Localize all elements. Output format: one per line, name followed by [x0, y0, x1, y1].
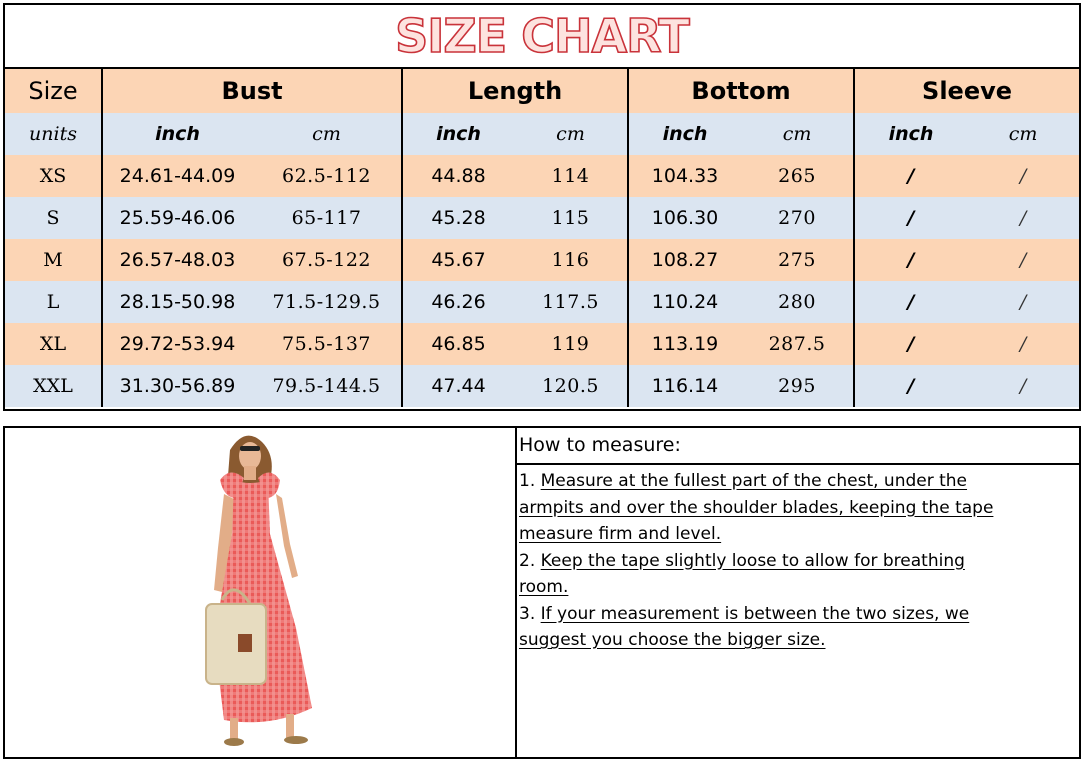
length-unit-inch: inch — [402, 113, 514, 155]
header-length: Length — [402, 69, 628, 113]
sleeve-unit-inch: inch — [854, 113, 967, 155]
length-cm-cell: 120.5 — [514, 365, 628, 407]
sleeve-cm-cell: / — [967, 323, 1079, 365]
length-inch-cell: 47.44 — [402, 365, 514, 407]
tip-text: measure firm and level. — [519, 524, 722, 544]
bottom-cm-cell: 287.5 — [741, 323, 854, 365]
length-inch-cell: 45.67 — [402, 239, 514, 281]
sleeve-cm-cell: / — [967, 365, 1079, 407]
bust-unit-cm: cm — [252, 113, 402, 155]
bottom-cm-cell: 280 — [741, 281, 854, 323]
bust-unit-inch: inch — [102, 113, 252, 155]
tip-text: Measure at the fullest part of the chest, under the — [540, 471, 968, 491]
bust-inch-cell: 29.72-53.94 — [102, 323, 252, 365]
table-header-row — [5, 69, 1079, 113]
how-to-measure-panel — [517, 428, 1079, 757]
bust-cm-cell: 62.5-112 — [252, 155, 402, 197]
length-cm-cell: 117.5 — [514, 281, 628, 323]
measure-tip — [519, 468, 1077, 548]
table-row — [5, 281, 1079, 323]
size-cell: L — [5, 281, 102, 323]
bottom-cm-cell: 265 — [741, 155, 854, 197]
length-inch-cell: 44.88 — [402, 155, 514, 197]
bottom-cm-cell: 270 — [741, 197, 854, 239]
size-cell: XL — [5, 323, 102, 365]
bust-cm-cell: 75.5-137 — [252, 323, 402, 365]
bust-cm-cell: 79.5-144.5 — [252, 365, 402, 407]
table-row — [5, 197, 1079, 239]
units-label: units — [5, 113, 102, 155]
length-cm-cell: 116 — [514, 239, 628, 281]
size-cell: XXL — [5, 365, 102, 407]
tip-text: Keep the tape slightly loose to allow for breathing — [540, 550, 965, 571]
length-inch-cell: 46.26 — [402, 281, 514, 323]
bust-inch-cell: 31.30-56.89 — [102, 365, 252, 407]
product-photo — [5, 428, 517, 757]
units-row — [5, 113, 1079, 155]
size-table — [5, 69, 1079, 407]
measure-tip — [519, 601, 1077, 654]
header-bust: Bust — [102, 69, 402, 113]
length-inch-cell: 45.28 — [402, 197, 514, 239]
sleeve-inch-cell: / — [854, 281, 967, 323]
sleeve-cm-cell: / — [967, 239, 1079, 281]
table-row — [5, 323, 1079, 365]
length-cm-cell: 115 — [514, 197, 628, 239]
tip-text: armpits and over the shoulder blades, keeping the tape — [519, 497, 994, 518]
bust-inch-cell: 24.61-44.09 — [102, 155, 252, 197]
sleeve-unit-cm: cm — [967, 113, 1079, 155]
measure-tips — [517, 465, 1079, 654]
size-chart-title-row — [5, 5, 1079, 69]
sleeve-inch-cell: / — [854, 197, 967, 239]
tip-number: 2. — [519, 550, 541, 571]
bottom-inch-cell: 116.14 — [628, 365, 741, 407]
tip-number: 1. — [519, 471, 541, 491]
header-size: Size — [5, 69, 102, 113]
bottom-unit-inch: inch — [628, 113, 741, 155]
bottom-inch-cell: 110.24 — [628, 281, 741, 323]
bottom-inch-cell: 106.30 — [628, 197, 741, 239]
tip-text: room. — [519, 577, 569, 597]
bust-inch-cell: 25.59-46.06 — [102, 197, 252, 239]
measure-tip — [519, 548, 1077, 601]
bottom-cm-cell: 295 — [741, 365, 854, 407]
sleeve-inch-cell: / — [854, 323, 967, 365]
lower-section — [3, 426, 1081, 759]
tip-text: If your measurement is between the two sizes, we — [540, 603, 970, 624]
bust-cm-cell: 67.5-122 — [252, 239, 402, 281]
model-dress-illustration — [200, 428, 360, 756]
how-to-measure-title: How to measure: — [517, 428, 1079, 465]
bust-cm-cell: 71.5-129.5 — [252, 281, 402, 323]
bottom-unit-cm: cm — [741, 113, 854, 155]
bottom-cm-cell: 275 — [741, 239, 854, 281]
size-chart — [3, 3, 1081, 411]
tip-text: suggest you choose the bigger size. — [519, 630, 826, 650]
bust-inch-cell: 28.15-50.98 — [102, 281, 252, 323]
sleeve-inch-cell: / — [854, 239, 967, 281]
sleeve-cm-cell: / — [967, 281, 1079, 323]
bottom-inch-cell: 104.33 — [628, 155, 741, 197]
size-cell: XS — [5, 155, 102, 197]
table-row — [5, 239, 1079, 281]
size-chart-title: SIZE CHART — [395, 9, 689, 63]
length-cm-cell: 114 — [514, 155, 628, 197]
table-row — [5, 365, 1079, 407]
bottom-inch-cell: 113.19 — [628, 323, 741, 365]
length-inch-cell: 46.85 — [402, 323, 514, 365]
header-sleeve: Sleeve — [854, 69, 1079, 113]
length-unit-cm: cm — [514, 113, 628, 155]
bust-cm-cell: 65-117 — [252, 197, 402, 239]
size-cell: M — [5, 239, 102, 281]
header-bottom: Bottom — [628, 69, 854, 113]
size-cell: S — [5, 197, 102, 239]
tip-number: 3. — [519, 603, 541, 624]
bust-inch-cell: 26.57-48.03 — [102, 239, 252, 281]
sleeve-cm-cell: / — [967, 155, 1079, 197]
table-row — [5, 155, 1079, 197]
bottom-inch-cell: 108.27 — [628, 239, 741, 281]
length-cm-cell: 119 — [514, 323, 628, 365]
sleeve-inch-cell: / — [854, 365, 967, 407]
sleeve-cm-cell: / — [967, 197, 1079, 239]
sleeve-inch-cell: / — [854, 155, 967, 197]
